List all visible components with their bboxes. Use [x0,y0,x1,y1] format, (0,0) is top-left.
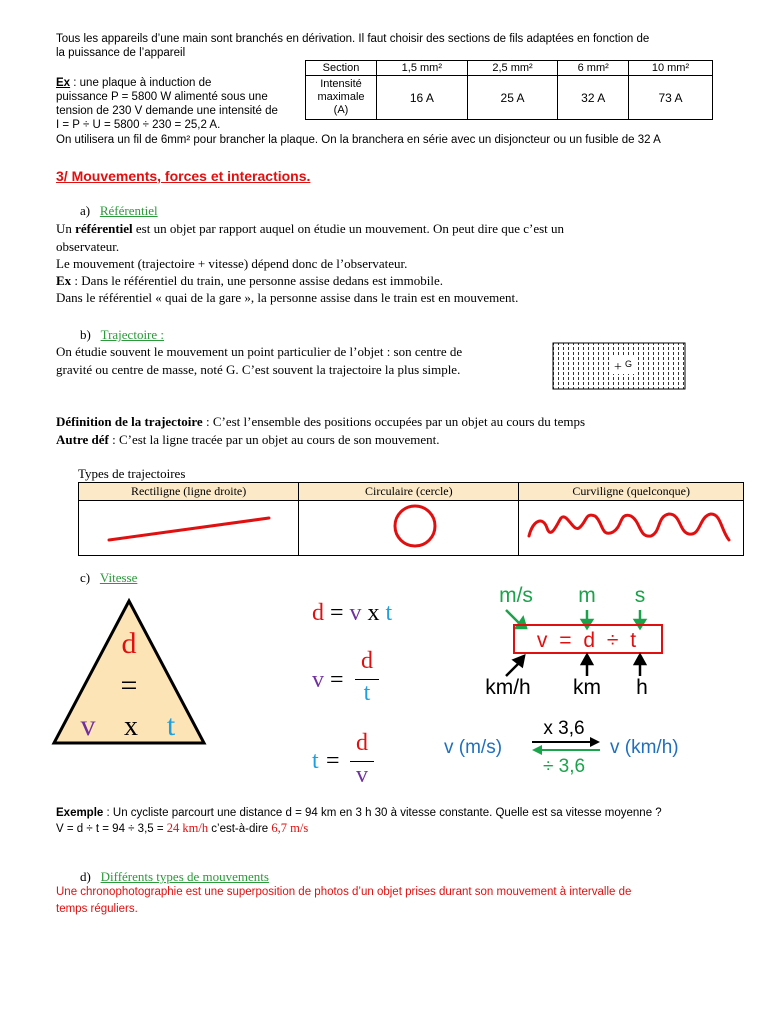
object-with-center-of-gravity [552,342,686,390]
formula-t-lhs: t [312,748,319,774]
straight-line-drawing [89,502,289,550]
row-label-line: Intensité [320,78,362,90]
units-diagram [470,580,700,700]
curviligne-cell [519,501,744,556]
heading-text: Trajectoire : [100,327,165,342]
answer-ms: 6,7 m/s [271,821,309,835]
f-d: d [312,600,324,626]
triangle-equals: = [120,669,138,702]
example-line-1 [56,76,211,90]
heading-letter: d) [80,869,91,884]
ref-para-2: Le mouvement (trajectoire + vitesse) dépend donc de l’observateur. [56,256,408,271]
text: est un objet par rapport auquel on étudie un mouvement. On peut dire que c’est un [132,221,565,236]
rectiligne-cell [79,501,299,556]
example-text: : une plaque à induction de [70,77,212,89]
types-label: Types de trajectoires [78,466,186,481]
intro-line-1: Tous les appareils d’une main sont branchés en dérivation. Il faut choisir des sections de fils adaptées en fonction de [56,33,650,45]
type-header: Curviligne (quelconque) [519,483,744,501]
answer-kmh: 24 km/h [166,821,209,835]
traj-definition [56,413,585,430]
type-header: Rectiligne (ligne droite) [79,483,299,501]
text: : C’est l’ensemble des positions occupées par un objet au cours du temps [202,414,586,429]
section-table [305,60,713,120]
heading-text: Différents types de mouvements [100,869,269,884]
unit-s: s [634,584,646,607]
unit-km-per-h: km/h [485,676,531,699]
formula-t-eq: = [326,748,340,774]
box-formula: v = d ÷ t [536,629,640,652]
ref-para-1 [56,220,564,237]
text: : Un cycliste parcourt une distance d = 94 km en 3 h 30 à vitesse constante. Quelle est sa vitesse moyenne ? [103,807,662,819]
f-v: v [349,600,362,626]
type-header: Circulaire (cercle) [299,483,519,501]
triangle-d: d [121,627,137,660]
section-header: 1,5 mm² [377,61,468,76]
conv-right: v (km/h) [610,737,679,758]
row-label [306,76,377,120]
example-label: Ex [56,77,71,89]
mouv-heading [80,868,269,885]
text: V = d ÷ t = 94 ÷ 3,5 = [56,823,167,835]
exemple-question [56,806,662,820]
conv-divide: ÷ 3,6 [542,756,586,777]
heading-letter: a) [80,203,91,218]
chapter-title: 3/ Mouvements, forces et interactions. [56,168,311,184]
unit-h: h [636,676,648,699]
conv-multiply: x 3,6 [543,718,585,739]
example-line-4: I = P ÷ U = 5800 ÷ 230 = 25,2 A. [56,119,221,131]
term-referentiel: référentiel [75,221,133,236]
section-value: 16 A [377,76,468,120]
triangle-v: v [80,709,96,742]
section-value: 25 A [467,76,558,120]
section-value: 73 A [628,76,712,120]
triangle-x: x [124,711,138,742]
formula-v-lhs: v [312,667,324,693]
unit-km: km [573,676,601,699]
formula-v-num: d [361,648,373,674]
arrow-right-head [590,737,600,747]
heading-text: Référentiel [99,203,158,218]
example-line-2: puissance P = 5800 W alimenté sous une [56,91,268,103]
unit-m: m [578,584,596,607]
arrow-left-head [532,745,542,755]
ref-para-4: Dans le référentiel « quai de la gare », la personne assise dans le train est en mouvement. [56,290,519,305]
mouv-para-1: Une chronophotographie est une superposition de photos d’un objet prises durant son mouvement à intervalle de [56,886,632,898]
f-t: t [385,600,393,626]
example-line-5: On utilisera un fil de 6mm² pour brancher la plaque. On la branchera en série avec un disjoncteur ou un fusible de 32 A [56,134,661,146]
ref-para-1b: observateur. [56,239,120,254]
trajectory-types-table [78,482,744,556]
heading-letter: b) [80,327,91,342]
row-label-line: (A) [333,104,349,116]
circulaire-cell [299,501,519,556]
section-header: 10 mm² [628,61,712,76]
section-header: 6 mm² [558,61,629,76]
g-label: G [625,359,633,369]
vitesse-heading [80,569,137,586]
f-eq: = [324,600,350,626]
g-cross: + [614,360,622,375]
ex-label: Ex [56,273,72,288]
section-header: 2,5 mm² [467,61,558,76]
heading-letter: c) [80,570,91,585]
exemple-label: Exemple [56,807,104,819]
formula-d [312,600,392,627]
ref-para-3 [56,272,443,289]
text: : Dans le référentiel du train, une personne assise dedans est immobile. [71,273,444,288]
wavy-line-drawing [521,502,741,550]
intro-line-2: la puissance de l’appareil [56,47,186,59]
unit-m-per-s: m/s [499,584,533,607]
example-line-3: tension de 230 V demande une intensité de [56,105,278,117]
text: c’est-à-dire [208,823,272,835]
section-header: Section [306,61,377,76]
formula-t-num: d [356,730,368,756]
exemple-answer [56,821,308,836]
mouv-para-2: temps réguliers. [56,903,138,915]
row-label-line: maximale [317,91,365,103]
formula-v-den: t [363,680,371,706]
definition-term: Définition de la trajectoire [56,414,203,429]
section-value: 32 A [558,76,629,120]
formula-t-den: v [356,762,368,788]
conv-left: v (m/s) [444,737,503,758]
triangle-t: t [166,709,176,742]
f-x: x [361,600,386,626]
definition-term: Autre déf [56,432,109,447]
formula-v-eq: = [330,667,344,693]
traj-para-1: On étudie souvent le mouvement un point particulier de l’objet : son centre de [56,344,463,359]
text: Un [56,221,76,236]
circle-drawing [309,502,509,550]
text: : C’est la ligne tracée par un objet au cours de son mouvement. [108,432,440,447]
heading-text: Vitesse [99,570,138,585]
traj-definition-2 [56,431,440,448]
conversion-diagram [440,712,710,778]
traj-heading [80,326,164,343]
black-arrows [506,655,645,676]
traj-para-2: gravité ou centre de masse, noté G. C’est souvent la trajectoire la plus simple. [56,362,461,377]
speed-triangle [50,595,210,747]
ref-heading [80,202,158,219]
